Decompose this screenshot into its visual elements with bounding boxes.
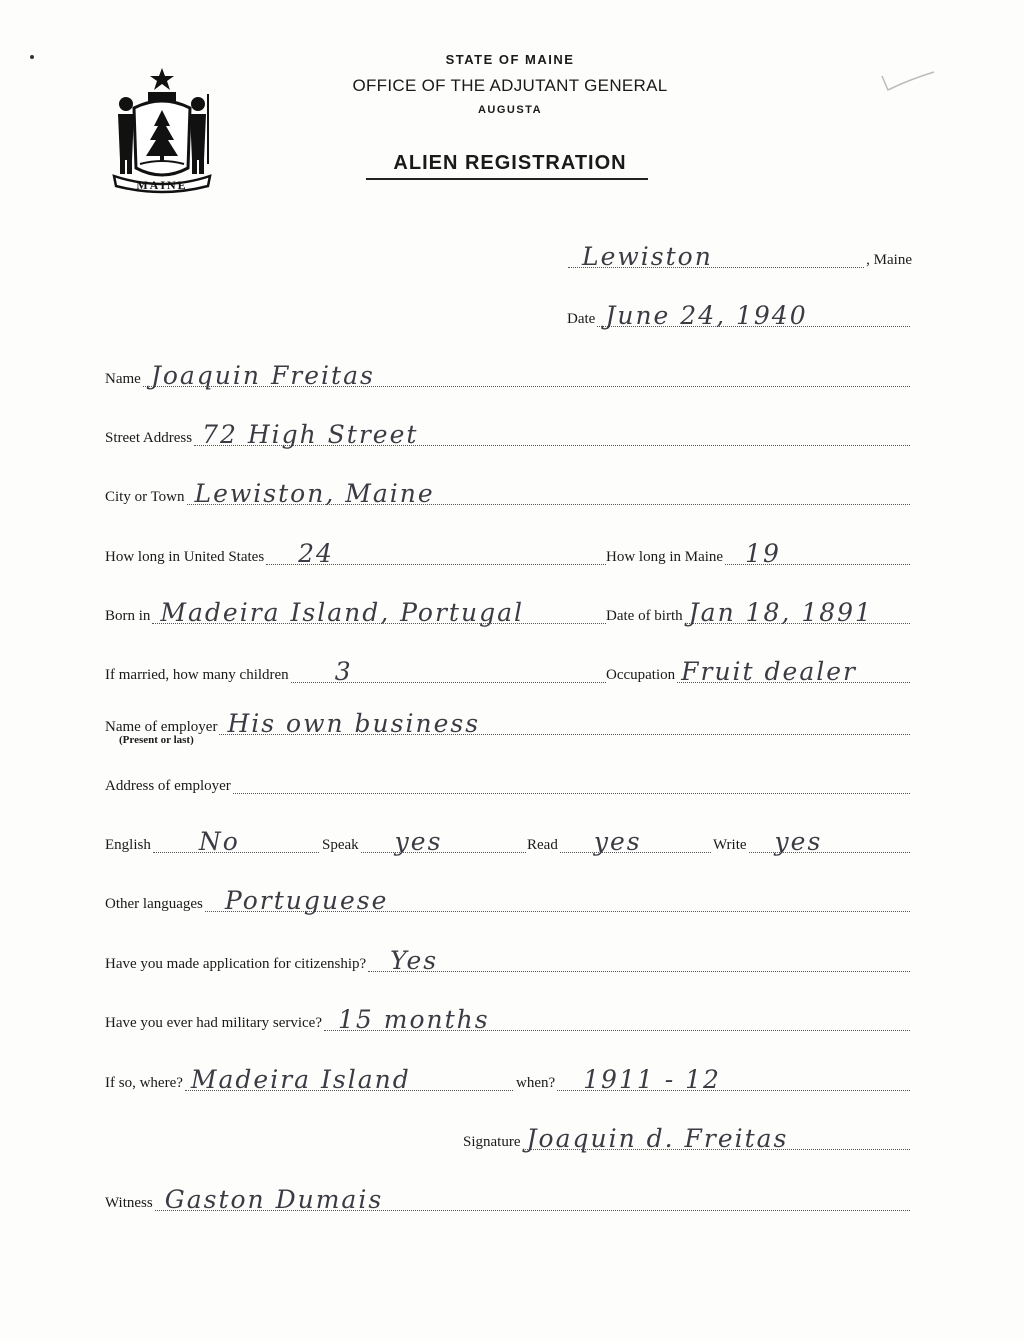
witness-field: [155, 1185, 910, 1214]
header-city: AUGUSTA: [477, 104, 543, 116]
english-row: [105, 827, 321, 856]
street-value: 72 High Street: [202, 420, 419, 449]
occupation-field: [677, 657, 910, 686]
speak-row: [322, 827, 528, 856]
date-field: [597, 301, 910, 330]
children-value: 3: [334, 657, 353, 686]
other-languages-row: [105, 886, 912, 915]
place-suffix: , Maine: [866, 252, 912, 268]
city-row: [105, 479, 912, 508]
citizenship-value: Yes: [390, 946, 439, 975]
title-underline: [366, 178, 648, 180]
speak-label: Speak: [322, 837, 359, 853]
check-mark-icon: [878, 70, 938, 96]
city-label: City or Town: [105, 489, 185, 505]
signature-row: [463, 1124, 912, 1153]
form-title: ALIEN REGISTRATION: [393, 152, 627, 174]
military-field: [324, 1005, 910, 1034]
witness-label: Witness: [105, 1195, 153, 1211]
citizenship-row: [105, 946, 912, 975]
read-value: yes: [593, 827, 642, 856]
when-row: [516, 1065, 912, 1094]
english-field: [153, 827, 319, 856]
other-languages-value: Portuguese: [224, 886, 389, 915]
born-in-value: Madeira Island, Portugal: [160, 598, 524, 627]
city-value: Lewiston, Maine: [194, 479, 435, 508]
date-of-birth-label: Date of birth: [606, 608, 683, 624]
how-long-maine-field: [725, 539, 910, 568]
citizenship-label: Have you made application for citizenship?: [105, 956, 367, 972]
signature-field: [523, 1124, 911, 1153]
place-row: [566, 242, 912, 271]
date-row: [567, 301, 912, 330]
employer-sublabel: (Present or last): [119, 734, 194, 746]
signature-value: Joaquin d. Freitas: [526, 1124, 789, 1153]
english-label: English: [105, 837, 151, 853]
how-long-us-row: [105, 539, 608, 568]
signature-label: Signature: [463, 1134, 521, 1150]
where-value: Madeira Island: [190, 1065, 411, 1094]
citizenship-field: [368, 946, 910, 975]
employer-value: His own business: [227, 709, 481, 738]
write-row: [713, 827, 912, 856]
occupation-value: Fruit dealer: [681, 657, 857, 686]
date-label: Date: [567, 311, 596, 327]
employer-field: [219, 709, 910, 738]
when-label: when?: [516, 1075, 556, 1091]
header-office: OFFICE OF THE ADJUTANT GENERAL: [352, 76, 668, 95]
name-field: [143, 361, 910, 390]
how-long-us-value: 24: [298, 539, 334, 568]
date-of-birth-row: [606, 598, 912, 627]
english-value: No: [198, 827, 240, 856]
born-in-field: [152, 598, 606, 627]
how-long-maine-value: 19: [745, 539, 781, 568]
born-in-label: Born in: [105, 608, 151, 624]
write-field: [749, 827, 910, 856]
military-value: 15 months: [338, 1005, 490, 1034]
where-row: [105, 1065, 515, 1094]
street-row: [105, 420, 912, 449]
employer-label: Name of employer: [105, 719, 218, 735]
children-field: [291, 657, 606, 686]
how-long-maine-label: How long in Maine: [606, 549, 724, 565]
when-value: 1911 - 12: [583, 1065, 721, 1094]
other-languages-label: Other languages: [105, 896, 203, 912]
margin-mark: [30, 55, 34, 59]
date-value: June 24, 1940: [605, 301, 808, 330]
witness-row: [105, 1185, 912, 1214]
date-of-birth-value: Jan 18, 1891: [688, 598, 873, 627]
read-field: [560, 827, 711, 856]
employer-address-row: [105, 771, 912, 797]
military-label: Have you ever had military service?: [105, 1015, 322, 1031]
read-label: Read: [527, 837, 558, 853]
street-label: Street Address: [105, 430, 193, 446]
speak-value: yes: [394, 827, 443, 856]
name-row: [105, 361, 912, 390]
occupation-row: [606, 657, 912, 686]
employer-row: [105, 709, 912, 738]
svg-text:MAINE: MAINE: [136, 178, 188, 192]
where-label: If so, where?: [105, 1075, 183, 1091]
city-field: [187, 479, 910, 508]
where-field: [185, 1065, 513, 1094]
place-value: Lewiston: [582, 242, 713, 271]
header-state: STATE OF MAINE: [445, 52, 575, 67]
date-of-birth-field: [685, 598, 910, 627]
how-long-us-label: How long in United States: [105, 549, 265, 565]
born-in-row: [105, 598, 608, 627]
write-value: yes: [774, 827, 823, 856]
other-languages-field: [205, 886, 910, 915]
children-row: [105, 657, 608, 686]
write-label: Write: [713, 837, 747, 853]
read-row: [527, 827, 713, 856]
occupation-label: Occupation: [606, 667, 676, 683]
children-label: If married, how many children: [105, 667, 289, 683]
speak-field: [361, 827, 526, 856]
name-label: Name: [105, 371, 141, 387]
how-long-us-field: [266, 539, 606, 568]
street-field: [194, 420, 910, 449]
name-value: Joaquin Freitas: [150, 361, 375, 390]
how-long-maine-row: [606, 539, 912, 568]
military-row: [105, 1005, 912, 1034]
place-field: [568, 242, 864, 271]
employer-address-field: [233, 773, 910, 794]
when-field: [557, 1065, 910, 1094]
employer-address-label: Address of employer: [105, 778, 231, 794]
maine-seal-icon: [104, 64, 220, 194]
witness-value: Gaston Dumais: [164, 1185, 384, 1214]
